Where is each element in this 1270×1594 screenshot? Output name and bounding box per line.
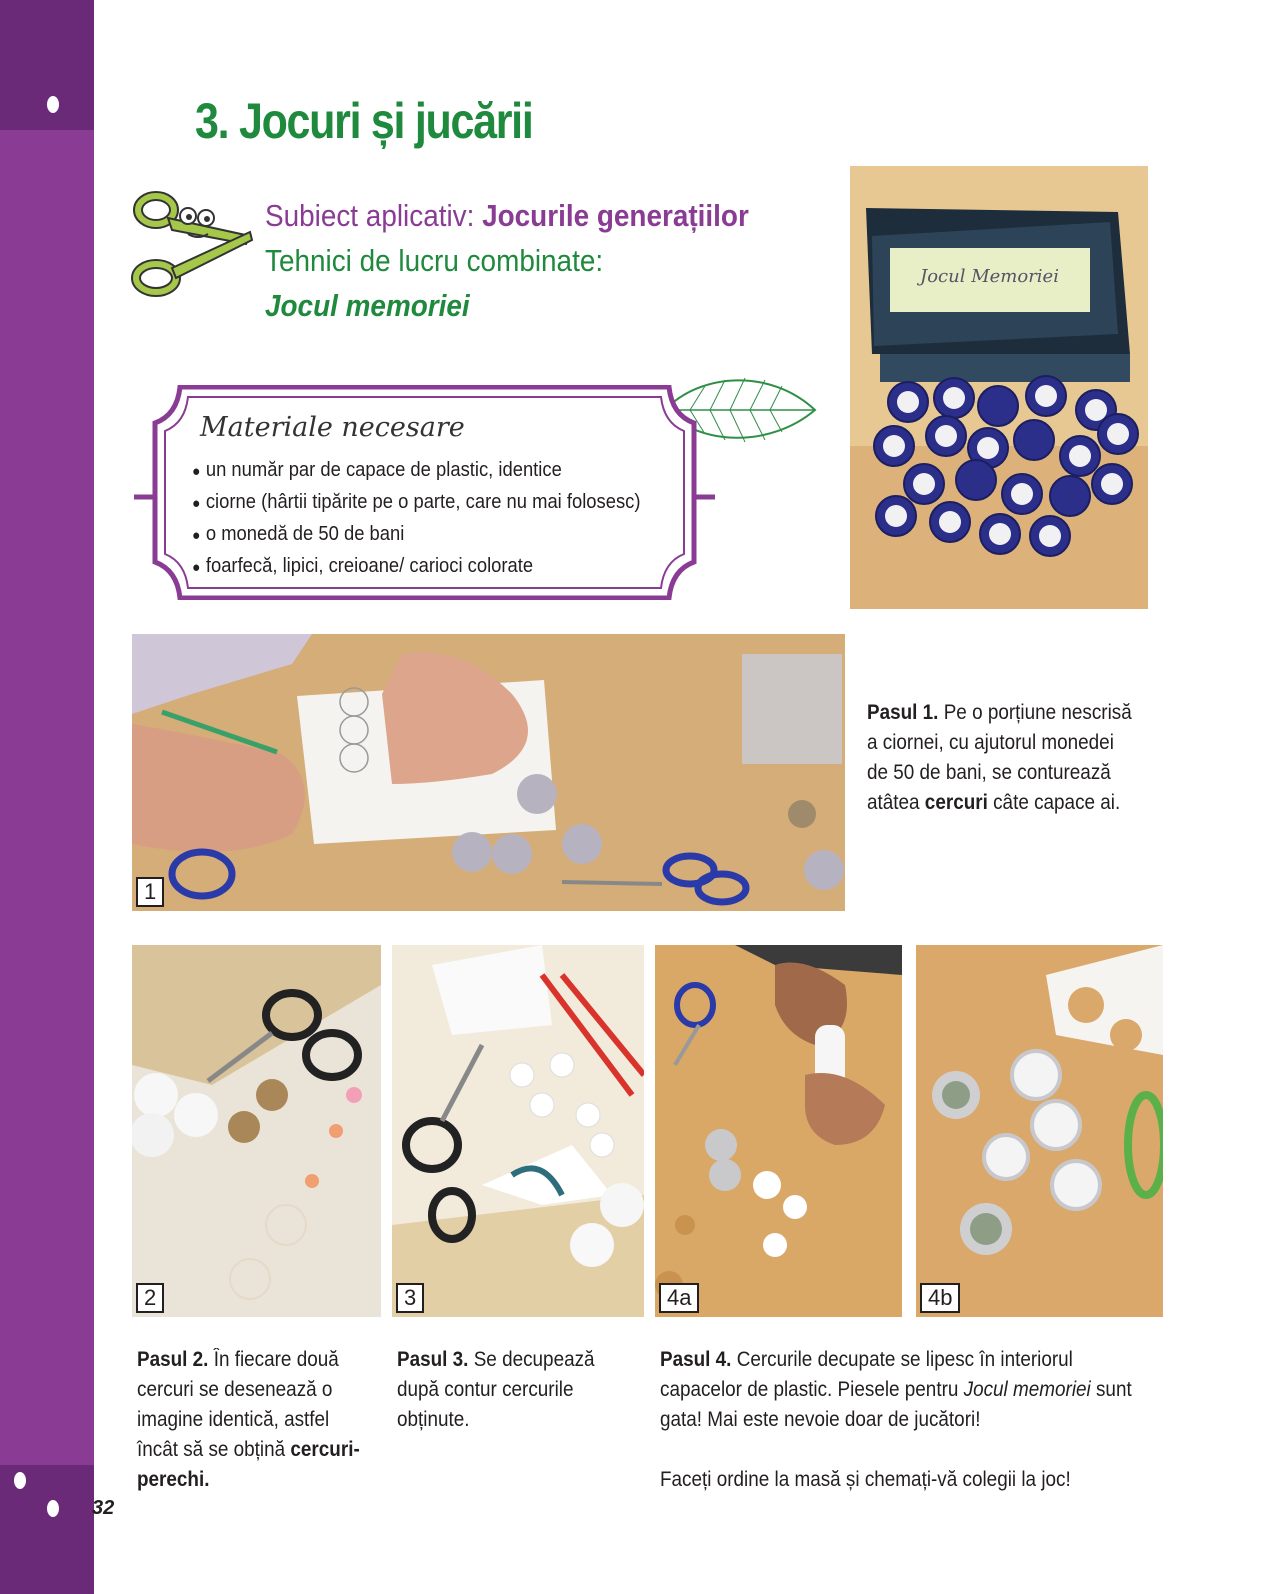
step-4b-illustration xyxy=(916,945,1163,1317)
closing-line: Faceți ordine la masă și chemați-vă colegii la joc! xyxy=(660,1468,1071,1491)
list-item: ● o monedă de 50 de bani xyxy=(192,519,641,551)
step-tag: 3 xyxy=(396,1283,424,1313)
step-3-photo xyxy=(392,945,644,1317)
step-2-illustration xyxy=(132,945,381,1317)
subject-label: Subiect aplicativ: xyxy=(265,198,483,233)
step-3-caption xyxy=(397,1345,618,1435)
step-tag: 4b xyxy=(920,1283,960,1313)
step-tag: 2 xyxy=(136,1283,164,1313)
step-2-photo xyxy=(132,945,381,1317)
memory-game-photo xyxy=(850,166,1148,609)
techniques-label: Tehnici de lucru combinate: xyxy=(265,243,604,278)
step-text: câte capace ai. xyxy=(987,791,1121,814)
step-4b-photo xyxy=(916,945,1163,1317)
step-3-illustration xyxy=(392,945,644,1317)
sidebar-dot xyxy=(14,1472,26,1489)
page-number: 32 xyxy=(92,1497,115,1519)
list-item: ● ciorne (hârtii tipărite pe o parte, care nu mai folosesc) xyxy=(192,487,641,519)
materials-heading: Materiale necesare xyxy=(200,412,465,443)
step-text-italic: Jocul memoriei xyxy=(963,1378,1091,1401)
step-text: Cercurile decupate se lipesc în interiorul capacelor de plastic. Piesele pentru xyxy=(660,1348,1073,1401)
step-1-caption xyxy=(867,698,1135,818)
sidebar-top-block xyxy=(0,0,94,130)
step-label: Pasul 2. xyxy=(137,1348,209,1371)
page-title: 3. Jocuri și jucării xyxy=(195,93,533,149)
step-1-illustration xyxy=(132,634,845,911)
step-4a-illustration xyxy=(655,945,902,1317)
memory-game-illustration xyxy=(850,166,1148,609)
step-tag: 1 xyxy=(136,877,164,907)
step-text-bold: cercuri-perechi. xyxy=(137,1438,360,1491)
list-item: ● un număr par de capace de plastic, identice xyxy=(192,455,641,487)
scissors-mascot-icon xyxy=(128,188,258,308)
materials-list xyxy=(192,455,641,583)
step-text-bold: cercuri xyxy=(924,791,988,814)
box-label: Jocul Memoriei xyxy=(920,266,1059,287)
subject-line xyxy=(265,198,749,234)
step-text: Se decupează după contur cercurile obținute. xyxy=(397,1348,595,1431)
step-1-photo xyxy=(132,634,845,911)
step-4-caption xyxy=(660,1345,1146,1435)
step-label: Pasul 3. xyxy=(397,1348,469,1371)
step-text: sunt gata! Mai este nevoie doar de jucători! xyxy=(660,1378,1132,1431)
sidebar-band xyxy=(0,0,94,1594)
sidebar-dot xyxy=(47,96,59,113)
step-label: Pasul 1. xyxy=(867,701,939,724)
step-2-caption xyxy=(137,1345,362,1495)
step-label: Pasul 4. xyxy=(660,1348,732,1371)
subject-value: Jocurile generațiilor xyxy=(482,198,749,233)
techniques-value: Jocul memoriei xyxy=(265,288,470,323)
step-text: În fiecare două cercuri se desenează o imagine identică, astfel încât să se obțină xyxy=(137,1348,339,1461)
step-text: Pe o porțiune nescrisă a ciornei, cu ajutorul monedei de 50 de bani, se conturează atâtea xyxy=(867,701,1132,814)
sidebar-dot xyxy=(47,1500,59,1517)
step-4a-photo xyxy=(655,945,902,1317)
step-tag: 4a xyxy=(659,1283,699,1313)
list-item: ● foarfecă, lipici, creioane/ carioci colorate xyxy=(192,551,641,583)
